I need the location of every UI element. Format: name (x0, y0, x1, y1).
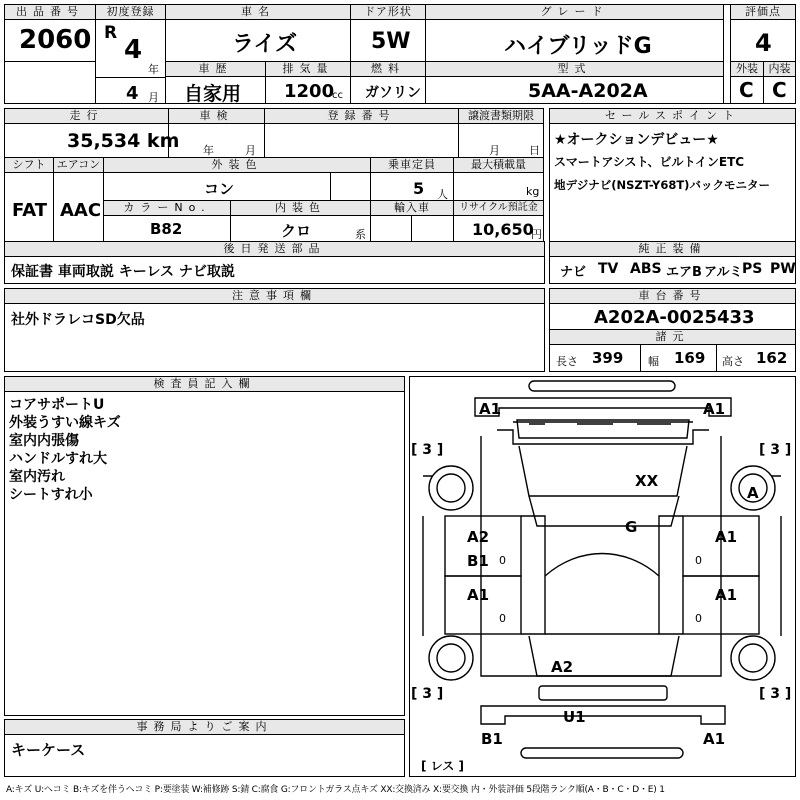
door-type: 5W (371, 29, 411, 54)
later-cell (4, 241, 545, 284)
later-label: 後日発送部品 (5, 242, 544, 257)
interior-cell (230, 200, 371, 242)
inspect-label: 車検 (169, 109, 264, 124)
equip-cell (549, 241, 796, 284)
inspector-label: 検査員記入欄 (5, 377, 404, 392)
length: 399 (592, 349, 624, 367)
import-label: 輸入車 (371, 201, 453, 216)
mileage: 35,534 km (67, 130, 180, 152)
reg-month: 4 (126, 83, 139, 104)
mark-front-right: A1 (703, 400, 726, 418)
score-cell (730, 4, 796, 62)
load-cell (453, 157, 544, 201)
equip-label: 純正装備 (550, 242, 795, 257)
lot-cell (4, 4, 96, 62)
interior-label: 内装色 (231, 201, 370, 216)
reg-month-unit: 月 (148, 91, 159, 104)
recycle-label: リサイクル預託金 (454, 201, 543, 216)
displacement: 1200 (284, 81, 335, 102)
equip-item: TV (598, 261, 619, 277)
mark-front-left: A1 (479, 400, 502, 418)
ext-cell (730, 61, 764, 104)
mark-glass: G (625, 518, 638, 536)
office-label: 事務局よりご案内 (5, 720, 404, 735)
mileage-label: 走行 (5, 109, 168, 124)
wid-label: 幅 (648, 355, 659, 368)
ext-grade: C (739, 78, 754, 102)
inspector-line: 室内汚れ (9, 469, 65, 485)
color-cell (103, 157, 371, 201)
later-text: 保証書 車両取説 キーレス ナビ取説 (11, 264, 235, 280)
inspector-line: ハンドルすれ大 (9, 451, 107, 467)
mark-tire-rl: [ 3 ] (411, 686, 444, 702)
equip-item: エアB (666, 265, 702, 280)
sales-line: 地デジナビ(NSZT-Y68T)バックモニター (554, 178, 770, 192)
history: 自家用 (184, 83, 242, 105)
dims-label: 諸元 (550, 329, 795, 345)
sales-cell (549, 108, 796, 242)
ac-cell (53, 157, 104, 242)
sales-label: セールスポイント (550, 109, 795, 124)
grade: ハイブリッドG (504, 34, 652, 59)
inspect-month-unit: 月 (245, 144, 256, 157)
mark-rear-glass: A2 (551, 658, 574, 676)
shift-label: シフト (5, 158, 53, 173)
sales-line: スマートアシスト、ビルトインETC (554, 155, 745, 169)
office-text: キーケース (11, 741, 86, 759)
legend: A:キズ U:ヘコミ B:キズを伴うヘコミ P:要塗装 W:補修跡 S:錆 C:腐食 G:フロントガラス点キズ XX:交換済み X:要交換 内・外装評価 5段階ランク順(A・B・C・D・E) 1 (6, 785, 665, 795)
mark-tire-fr: [ 3 ] (759, 442, 792, 458)
capacity-unit: 人 (437, 188, 448, 201)
caution-cell (4, 288, 545, 372)
reg-year-unit: 年 (148, 63, 159, 76)
int-label: 内装 (764, 62, 795, 77)
regno-label: 登録番号 (265, 109, 458, 124)
recycle-unit: 円 (531, 228, 542, 241)
mark-door-rr: A1 (715, 586, 738, 604)
history-label: 車歴 (166, 62, 265, 77)
recycle: 10,650 (472, 220, 534, 239)
door-cell (350, 4, 426, 62)
lot-label: 出品番号 (5, 5, 95, 20)
mark-roof: XX (635, 472, 659, 490)
inspect-year-unit: 年 (203, 144, 214, 157)
chassis-cell (549, 288, 796, 372)
mark-rear-left: B1 (481, 730, 503, 748)
mark-door-rl: A1 (467, 586, 490, 604)
color-no-label: カラーNo. (104, 201, 230, 216)
capacity-cell (370, 157, 454, 201)
shift-cell (4, 157, 54, 242)
reg-cell (95, 4, 166, 104)
transfer-label: 譲渡書類期限 (459, 109, 543, 124)
equip-item: ABS (630, 261, 662, 277)
name-cell (165, 4, 351, 62)
mark-trunk: U1 (563, 708, 586, 726)
inspector-cell (4, 376, 405, 716)
fuel-cell (350, 61, 426, 104)
int-grade: C (772, 78, 787, 102)
caution-label: 注意事項欄 (5, 289, 544, 304)
shift: FAT (12, 200, 48, 221)
transfer-day-unit: 日 (529, 144, 540, 157)
transfer-month-unit: 月 (489, 144, 500, 157)
inspector-line: 外装うすい線キズ (9, 415, 121, 431)
mark-rear-right: A1 (703, 730, 726, 748)
reg-year: 4 (124, 35, 143, 65)
color-label: 外装色 (104, 158, 370, 173)
mark-door-fr: A1 (715, 528, 738, 546)
name-label: 車名 (166, 5, 350, 20)
ac: AAC (60, 200, 102, 221)
hgt-label: 高さ (722, 355, 744, 368)
model-label: 型式 (426, 62, 723, 77)
model-cell (425, 61, 724, 104)
mark-tire-fl: [ 3 ] (411, 442, 444, 458)
inspector-line: シートすれ小 (9, 487, 93, 503)
equip-item: PS (742, 261, 763, 277)
transfer-cell (458, 108, 544, 158)
color-no: B82 (150, 220, 183, 238)
regno-cell (264, 108, 459, 158)
width: 169 (674, 349, 706, 367)
height: 162 (756, 349, 788, 367)
reg-label: 初度登録 (96, 5, 165, 20)
mileage-cell (4, 108, 180, 158)
disp-cell (265, 61, 351, 104)
capacity-label: 乗車定員 (371, 158, 453, 173)
mark-zero1: 0 (499, 554, 506, 567)
import-cell (370, 200, 454, 242)
ac-label: エアコン (54, 158, 103, 173)
int-cell (763, 61, 796, 104)
capacity: 5 (413, 179, 425, 198)
mark-spare: [ レス ] (421, 759, 464, 773)
inspector-line: コアサポートU (9, 397, 105, 413)
office-cell (4, 719, 405, 777)
equip-item: PW (770, 261, 796, 277)
fuel: ガソリン (365, 85, 421, 101)
mark-zero2: 0 (695, 554, 702, 567)
car-name: ライズ (232, 32, 298, 57)
equip-item: ナビ (560, 265, 587, 280)
mark-door-fl2: B1 (467, 552, 489, 570)
score-label: 評価点 (731, 5, 795, 20)
mark-wheel: A (747, 484, 759, 502)
score: 4 (755, 29, 772, 57)
interior: クロ (281, 222, 312, 240)
equip-item: アルミ (704, 265, 743, 280)
disp-unit: cc (332, 90, 343, 101)
inspector-line: 室内内張傷 (9, 433, 79, 449)
history-cell (165, 61, 266, 104)
disp-label: 排気量 (266, 62, 350, 77)
load-unit: kg (526, 185, 540, 198)
ext-label: 外装 (731, 62, 763, 77)
reg-era: R (104, 23, 118, 43)
lot-empty (4, 61, 96, 104)
mark-zero3: 0 (499, 612, 506, 625)
grade-cell (425, 4, 724, 62)
sales-line: ★オークションデビュー★ (554, 132, 719, 148)
fuel-label: 燃料 (351, 62, 425, 77)
mark-door-fl1: A2 (467, 528, 490, 546)
mark-tire-rr: [ 3 ] (759, 686, 792, 702)
lot-number: 2060 (19, 25, 92, 55)
model: 5AA-A202A (528, 80, 648, 102)
car-diagram (409, 376, 796, 777)
chassis-number: A202A-0025433 (594, 307, 755, 328)
inspect-cell (168, 108, 265, 158)
len-label: 長さ (556, 355, 578, 368)
grade-label: グレード (426, 5, 723, 20)
color-no-cell (103, 200, 231, 242)
chassis-label: 車台番号 (550, 289, 795, 304)
load-label: 最大積載量 (454, 158, 543, 173)
color: コン (204, 180, 235, 198)
recycle-cell (453, 200, 544, 242)
door-label: ドア形状 (351, 5, 425, 20)
caution-text: 社外ドラレコSD欠品 (11, 312, 145, 328)
interior-unit: 系 (355, 228, 366, 241)
mark-zero4: 0 (695, 612, 702, 625)
